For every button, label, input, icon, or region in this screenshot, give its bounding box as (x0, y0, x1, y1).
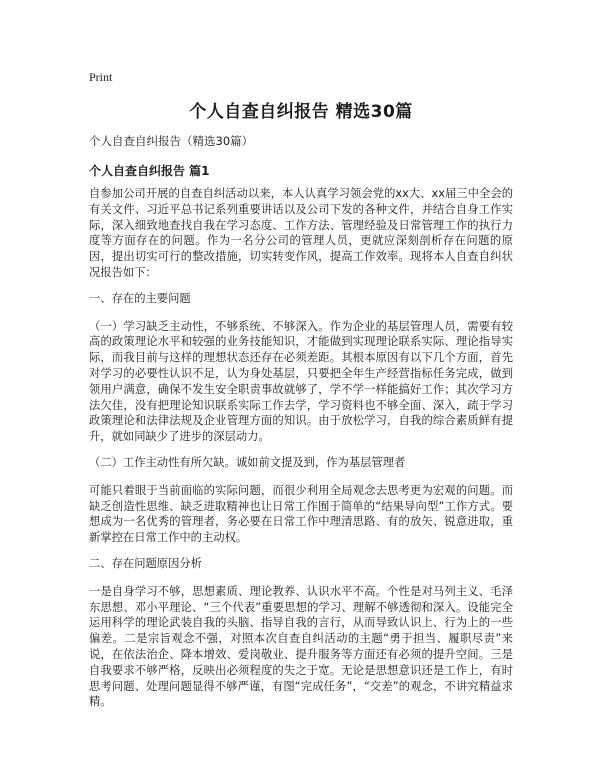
document-subtitle: 个人自查自纠报告（精选30篇） (89, 134, 254, 148)
document-body (89, 186, 513, 720)
problem-two-paragraph: 可能只着眼于当前面临的实际问题，而很少利用全局观念去思考更为宏观的问题。而缺乏创造性思维、缺乏进取精神也让日常工作囿于简单的“结果导向型”工作方式。要想成为一名优秀的管理者，务必要在日常工作中理清思路、有的放矢、锐意进取，重新掌控在日常工作中的主动权。 (89, 483, 513, 545)
heading-cause-analysis: 二、存在问题原因分析 (89, 556, 202, 570)
section-title: 个人自查自纠报告 篇1 (89, 164, 210, 178)
problem-two-heading: （二）工作主动性有所欠缺。诚如前文提及到，作为基层管理者 (89, 455, 406, 469)
problem-one-paragraph: （一）学习缺乏主动性，不够系统、不够深入。作为企业的基层管理人员，需要有较高的政策理论水平和较强的业务技能知识，才能做到实现理论联系实际、理论指导实际，而我目前与这样的理想状态还存在必须差距。其根本原因有以下几个方面，首先对学习的必要性认识不足，认为身处基层，只要把全年生产经营指标任务完成，做到领用户满意，确保不发生安全职责事故就够了，学不学一样能搞好工作；其次学习方法欠佳，没有把理论知识联系实际工作去学，学习资料也不够全面、深入，疏于学习政策理论和法律法规及企业管理方面的知识。由于放松学习，自我的综合素质鲜有提升，就如同缺少了进步的深层动力。 (89, 319, 513, 444)
print-link[interactable]: Print (89, 70, 113, 84)
cause-analysis-paragraph: 一是自身学习不够，思想素质、理论教养、认识水平不高。个性是对马列主义、毛泽东思想、邓小平理论、“三个代表”重要思想的学习、理解不够透彻和深入。设能完全运用科学的理论武装自我的头脑、指导自我的言行，从而导致认识上、行为上的一些偏差。二是宗旨观念不强，对照本次自查自纠活动的主题“勇于担当、履职尽责”来说，在依法治企、降本增效、爱岗敬业、提升服务等方面还有必须的提升空间。三是自我要求不够严格，反映出必须程度的失之于宽。无论是思想意识还是工作上，有时思考问题、处理问题显得不够严谨，有图“完成任务”，“交差”的观念，不讲究精益求精。 (89, 584, 513, 709)
document-title: 个人自查自纠报告 精选30篇 (189, 102, 413, 122)
heading-main-problems: 一、存在的主要问题 (89, 291, 191, 305)
intro-paragraph: 自参加公司开展的自查自纠活动以来，本人认真学习领会党的xx大、xx届三中全会的有关文件、习近平总书记系列重要讲话以及公司下发的各种文件，并结合自身工作实际，深入细致地查找自我在学习态度、工作方法、管理经验及日常管理工作的执行力度等方面存在的问题。作为一名分公司的管理人员，更就应深刻剖析存在问题的原因，提出切实可行的整改措施，切实转变作风，提高工作效率。现将本人自查自纠状况报告如下： (89, 187, 513, 279)
